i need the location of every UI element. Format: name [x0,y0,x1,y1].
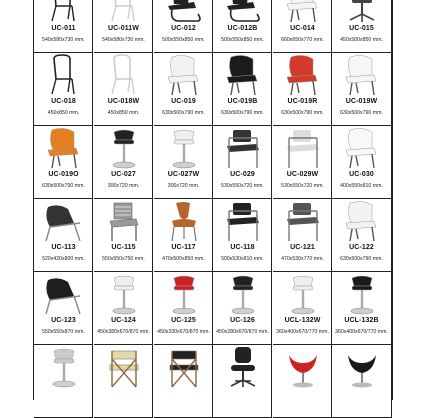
product-dimensions: 550x550x870 mm. [42,329,85,335]
tube-armchair-icon [273,126,332,170]
tube-armchair-icon [213,199,272,243]
cantilever-chair-icon [213,0,272,24]
shell-chair-icon [34,126,93,170]
product-dimensions: 450x500x850 mm. [340,37,383,43]
product-cell [34,53,93,126]
product-code: UC-011W [107,25,140,32]
sled-chair-icon [154,0,213,24]
product-code: UC-121 [290,244,315,251]
tube-armchair-icon [273,199,332,243]
product-cell [273,0,332,53]
product-code: UCL-132B [344,317,379,324]
product-cell [273,272,332,345]
product-cell [332,53,392,126]
swivel-chair-icon [332,0,391,24]
product-code: UC-012B [227,25,258,32]
wire-chair-icon [34,53,93,97]
product-dimensions: 630x500x790 mm. [340,110,383,116]
product-cell [213,0,272,53]
product-dimensions: 360x400x670/770 mm. [276,329,329,335]
product-cell [34,345,93,418]
product-dimensions: 630x500x790 mm. [162,110,205,116]
product-code: UC-019R [287,98,318,105]
tube-armchair-icon [213,126,272,170]
product-dimensions: 450x850 mm. [47,110,80,116]
product-cell [332,0,392,53]
product-code: UC-019O [48,171,79,178]
shell-chair-icon [273,0,332,24]
lounge-chair-icon [34,199,93,243]
product-cell [34,126,93,199]
shell-chair-icon [332,199,391,243]
bar-stool-icon [34,345,93,389]
product-dimensions: 360x400x670/770 mm. [335,329,388,335]
product-cell [273,126,332,199]
product-code: UC-011 [51,25,76,32]
product-code: UC-015 [349,25,374,32]
product-cell [94,345,153,418]
bar-stool-icon [273,272,332,316]
product-cell [213,53,272,126]
product-dimensions: 500x550x850 mm. [162,37,205,43]
product-code: UC-118 [230,244,255,251]
product-code: UCL-132W [284,317,321,324]
wire-chair-icon [34,0,93,24]
product-dimensions: 630x500x790 mm. [42,183,85,189]
product-code: UC-014 [290,25,315,32]
product-cell [273,345,332,418]
shell-chair-icon [332,126,391,170]
plywood-chair-icon [154,199,213,243]
product-dimensions: 540x580x730 mm. [42,37,85,43]
product-dimensions: 400x550x810 mm. [340,183,383,189]
bar-stool-icon [154,272,213,316]
product-code: UC-030 [349,171,374,178]
product-cell [154,272,213,345]
product-cell [213,199,272,272]
product-cell [154,53,213,126]
bar-stool-icon [154,126,213,170]
product-cell [94,126,153,199]
product-cell [34,272,93,345]
product-dimensions: 520x420x800 mm. [42,256,85,262]
product-cell [94,53,153,126]
product-dimensions: 470x500x850 mm. [162,256,205,262]
product-code: UC-123 [51,317,76,324]
office-chair-icon [213,345,272,389]
product-dimensions: 550x550x750 mm. [102,256,145,262]
product-cell [154,0,213,53]
product-code: UC-019B [227,98,258,105]
product-dimensions: 530x550x720 mm. [221,183,264,189]
shell-chair-icon [273,53,332,97]
product-cell [213,345,272,418]
product-dimensions: 450x330x670/870 mm. [157,329,210,335]
product-cell [273,199,332,272]
product-code: UC-029 [230,171,255,178]
product-code: UC-125 [171,317,196,324]
product-cell [94,0,153,53]
product-cell [34,199,93,272]
product-grid [34,0,392,400]
product-dimensions: 630x500x790 mm. [340,256,383,262]
bar-stool-icon [332,272,391,316]
product-code: UC-113 [51,244,76,251]
product-code: UC-018 [51,98,76,105]
bar-stool-icon [94,272,153,316]
product-dimensions: 470x530x770 mm. [281,256,324,262]
product-code: UC-126 [230,317,255,324]
product-code: UC-027W [167,171,200,178]
product-dimensions: 630x500x790 mm. [281,110,324,116]
product-code: UC-012 [171,25,196,32]
product-dimensions: 450x280x670/870 mm. [216,329,269,335]
director-chair-icon [94,345,153,389]
product-dimensions: 500x550x850 mm. [221,37,264,43]
director-chair-icon [154,345,213,389]
aluminum-chair-icon [94,199,153,243]
wire-chair-icon [94,53,153,97]
tulip-chair-icon [273,345,332,389]
product-cell [34,0,93,53]
product-dimensions: 300x720 mm. [167,183,200,189]
product-code: UC-115 [111,244,136,251]
product-dimensions: 630x500x790 mm. [221,110,264,116]
product-catalog-sheet [33,0,393,400]
product-cell [154,199,213,272]
bar-stool-icon [94,126,153,170]
product-cell [332,272,392,345]
product-code: UC-029W [286,171,319,178]
product-cell [94,272,153,345]
product-dimensions: 660x650x770 mm. [281,37,324,43]
shell-chair-icon [154,53,213,97]
product-cell [154,126,213,199]
product-cell [273,53,332,126]
product-cell [154,345,213,418]
product-code: UC-027 [111,171,136,178]
lounge-chair-icon [34,272,93,316]
product-code: UC-122 [349,244,374,251]
product-code: UC-018W [107,98,140,105]
product-code: UC-117 [171,244,196,251]
product-code: UC-019W [345,98,378,105]
product-cell [213,272,272,345]
tulip-chair-icon [332,345,391,389]
product-code: UC-124 [111,317,136,324]
product-dimensions: 540x580x730 mm. [102,37,145,43]
product-dimensions: 500x530x810 mm. [221,256,264,262]
wire-chair-icon [94,0,153,24]
bar-stool-icon [213,272,272,316]
shell-chair-icon [332,53,391,97]
product-cell [332,126,392,199]
shell-chair-icon [213,53,272,97]
product-dimensions: 450x850 mm. [107,110,140,116]
product-dimensions: 300x720 mm. [107,183,140,189]
product-cell [94,199,153,272]
product-cell [332,345,392,418]
product-code: UC-019 [171,98,196,105]
product-cell [332,199,392,272]
product-cell [213,126,272,199]
product-dimensions: 450x380x670/870 mm. [97,329,150,335]
product-dimensions: 530x550x720 mm. [281,183,324,189]
